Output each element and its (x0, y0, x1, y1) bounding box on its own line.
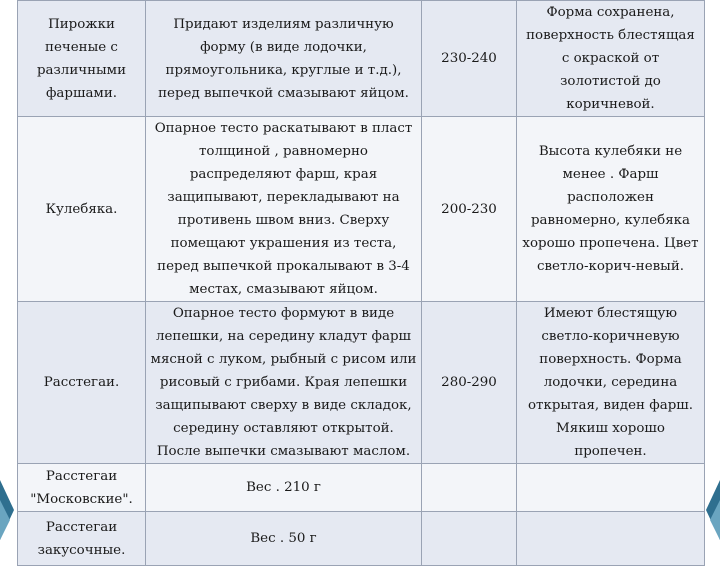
product-name: Расстегаи закусочные. (37, 519, 126, 558)
decorative-corner-left (0, 420, 14, 540)
weight-cell (422, 117, 517, 302)
product-name-cell (18, 1, 146, 117)
description-cell (146, 117, 422, 302)
decorative-corner-right (706, 420, 720, 540)
product-name-cell (18, 302, 146, 464)
product-quality: Высота кулебяки не менее . Фарш расположен равномерно, кулебяка хорошо пропечена. Цвет светло-корич-невый. (522, 144, 699, 274)
weight-cell (422, 302, 517, 464)
weight-cell (422, 512, 517, 566)
product-quality: Имеют блестящую светло-коричневую поверхность. Форма лодочки, середина открытая, виден фарш. Мякиш хорошо пропечен. (528, 306, 693, 459)
product-description: Вес . 50 г (250, 531, 317, 546)
product-description: Придают изделиям различную форму (в виде лодочки, прямоугольника, круглые и т.д.), перед выпечкой смазывают яйцом. (158, 16, 409, 101)
product-description: Опарное тесто формуют в виде лепешки, на середину кладут фарш мясной с луком, рыбный с рисом или рисовый с грибами. Края лепешки защипывают сверху в виде складок, середину оставляют открытой. После выпечки смазывают маслом. (150, 306, 417, 459)
description-cell (146, 464, 422, 512)
weight-cell (422, 1, 517, 117)
quality-cell (517, 117, 705, 302)
description-cell (146, 302, 422, 464)
product-weight: 200-230 (441, 201, 497, 217)
product-name-cell (18, 117, 146, 302)
product-name: Пирожки печеные с различными фаршами. (36, 16, 127, 101)
product-description: Вес . 210 г (246, 480, 321, 495)
product-name: Расстегаи. (43, 375, 120, 390)
table-row (18, 1, 705, 117)
product-weight: 230-240 (441, 51, 497, 66)
quality-cell (517, 464, 705, 512)
product-weight: 280-290 (441, 375, 497, 390)
description-cell (146, 1, 422, 117)
table-row (18, 464, 705, 512)
description-cell (146, 512, 422, 566)
product-name: Кулебяка. (45, 201, 118, 217)
product-description: Опарное тесто раскатывают в пласт толщиной , равномерно распределяют фарш, края защипывают, перекладывают на противень швом вниз. Сверху помещают украшения из теста, перед выпечкой прокалывают в 3-4 местах, смазывают яйцом. (154, 121, 413, 297)
table-row (18, 302, 705, 464)
products-table (17, 0, 705, 566)
quality-cell (517, 302, 705, 464)
quality-cell (517, 1, 705, 117)
weight-cell (422, 464, 517, 512)
quality-cell (517, 512, 705, 566)
product-name-cell (18, 464, 146, 512)
product-name: Расстегаи "Московские". (30, 468, 133, 507)
product-quality: Форма сохранена, поверхность блестящая с окраской от золотистой до коричневой. (526, 5, 695, 112)
table-row (18, 117, 705, 302)
table-row (18, 512, 705, 566)
product-name-cell (18, 512, 146, 566)
